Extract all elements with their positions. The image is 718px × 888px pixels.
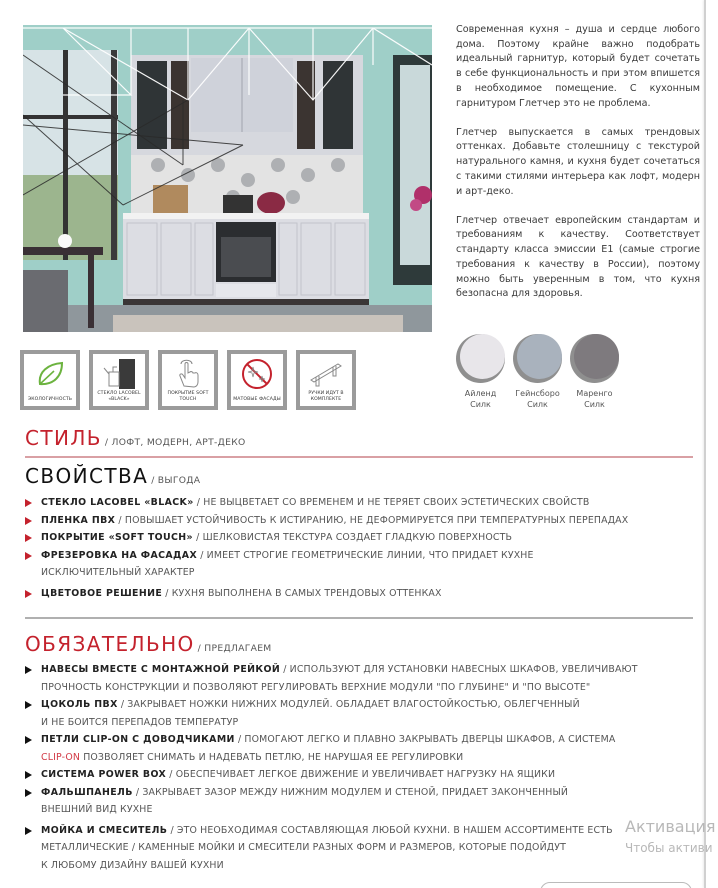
swatch-name-2: Силк <box>584 400 605 409</box>
mandatory-item: ЦОКОЛЬ ПВХ / ЗАКРЫВАЕТ НОЖКИ НИЖНИХ МОДУЛЕЙ. ОБЛАДАЕТ ВЛАГОСТОЙКОСТЬЮ, ОБЛЕГЧЕННЫЙ И НЕ БОИТСЯ ПЕРЕПАДОВ ТЕМПЕРАТУР <box>25 696 685 731</box>
bullet-arrow-icon <box>25 827 32 835</box>
bullet-arrow-icon <box>25 534 32 542</box>
mandatory-desc: ЗАКРЫВАЕТ ЗАЗОР МЕЖДУ НИЖНИМ МОДУЛЕМ И СТЕНОЙ, ПРИДАЕТ ЗАКОНЧЕННЫЙ <box>142 786 569 798</box>
properties-heading <box>25 464 200 488</box>
mandatory-desc-cont: ВНЕШНИЙ ВИД КУХНЕ <box>41 804 153 815</box>
mandatory-desc-cont: И НЕ БОИТСЯ ПЕРЕПАДОВ ТЕМПЕРАТУР <box>41 716 239 728</box>
mandatory-desc-cont: МЕТАЛЛИЧЕСКИЕ / КАМЕННЫЕ МОЙКИ И СМЕСИТЕЛИ РАЗНЫХ ФОРМ И РАЗМЕРОВ, КОТОРЫЕ ПОДОЙДУТ <box>41 842 566 853</box>
property-item: ПОКРЫТИЕ «SOFT TOUCH» / ШЕЛКОВИСТАЯ ТЕКСТУРА СОЗДАЕТ ГЛАДКУЮ ПОВЕРХНОСТЬ <box>25 529 685 547</box>
property-item: ЦВЕТОВОЕ РЕШЕНИЕ / КУХНЯ ВЫПОЛНЕНА В САМЫХ ТРЕНДОВЫХ ОТТЕНКАХ <box>25 585 685 603</box>
intro-paragraph: Современная кухня – душа и сердце любого дома. Поэтому крайне важно подобрать идеальный гарнитур, который будет сочетать в себе функциональность и при этом впишется в необходимое помещение. С кухонным гарнитуром Глетчер это не проблема. <box>456 24 700 109</box>
bullet-arrow-icon <box>25 789 32 797</box>
bullet-arrow-icon <box>25 701 32 709</box>
feature-handles <box>296 350 356 410</box>
swatch-name-2: Силк <box>470 400 491 409</box>
style-subtitle: / ЛОФТ, МОДЕРН, АРТ-ДЕКО <box>104 437 246 448</box>
property-item: ПЛЕНКА ПВХ / ПОВЫШАЕТ УСТОЙЧИВОСТЬ К ИСТИРАНИЮ, НЕ ДЕФОРМИРУЕТСЯ ПРИ ТЕМПЕРАТУРНЫХ ПЕРЕПАДАХ <box>25 512 685 530</box>
property-item: ФРЕЗЕРОВКА НА ФАСАДАХ / ИМЕЕТ СТРОГИЕ ГЕОМЕТРИЧЕСКИЕ ЛИНИИ, ЧТО ПРИДАЕТ КУХНЕ ИСКЛЮЧИТЕЛЬНЫЙ ХАРАКТЕР <box>25 547 685 582</box>
property-desc: НЕ ВЫЦВЕТАЕТ СО ВРЕМЕНЕМ И НЕ ТЕРЯЕТ СВОИХ ЭСТЕТИЧЕСКИХ СВОЙСТВ <box>203 497 590 508</box>
mandatory-keyword: МОЙКА И СМЕСИТЕЛЬ <box>41 824 168 836</box>
color-swatch <box>456 334 505 410</box>
properties-divider <box>25 617 693 619</box>
feature-label: СТЕКЛО LACOBEL «BLACK» <box>97 391 141 402</box>
page-edge <box>704 0 718 888</box>
mandatory-desc: ЭТО НЕОБХОДИМАЯ СОСТАВЛЯЮЩАЯ ЛЮБОЙ КУХНИ. В НАШЕМ АССОРТИМЕНТЕ ЕСТЬ <box>176 824 613 836</box>
feature-icons <box>20 350 356 410</box>
mandatory-item: ФАЛЬШПАНЕЛЬ / ЗАКРЫВАЕТ ЗАЗОР МЕЖДУ НИЖНИМ МОДУЛЕМ И СТЕНОЙ, ПРИДАЕТ ЗАКОНЧЕННЫЙ ВНЕШНИЙ ВИД КУХНЕ <box>25 784 685 819</box>
property-keyword: ФРЕЗЕРОВКА НА ФАСАДАХ <box>41 549 198 561</box>
color-swatches <box>456 334 619 410</box>
properties-title: СВОЙСТВА <box>25 464 149 488</box>
property-desc-cont: ИСКЛЮЧИТЕЛЬНЫЙ ХАРАКТЕР <box>41 567 195 578</box>
mandatory-desc-cont: ПРОЧНОСТЬ КОНСТРУКЦИИ И ПОЗВОЛЯЮТ РЕГУЛИРОВАТЬ ВЕРХНИЕ МОДУЛИ "ПО ГЛУБИНЕ" И "ПО ВЫСОТЕ" <box>41 681 591 693</box>
bullet-arrow-icon <box>25 736 32 744</box>
swatch-name: Маренго <box>576 389 613 398</box>
bullet-arrow-icon <box>25 590 32 598</box>
property-desc: КУХНЯ ВЫПОЛНЕНА В САМЫХ ТРЕНДОВЫХ ОТТЕНКАХ <box>171 587 442 599</box>
mandatory-desc: ПОМОГАЮТ ЛЕГКО И ПЛАВНО ЗАКРЫВАТЬ ДВЕРЦЫ ШКАФОВ, А СИСТЕМА <box>244 734 616 745</box>
property-keyword: ПОКРЫТИЕ «SOFT TOUCH» <box>41 532 193 543</box>
feature-soft-touch <box>158 350 218 410</box>
bullet-arrow-icon <box>25 666 32 674</box>
feature-eco <box>20 350 80 410</box>
property-keyword: ЦВЕТОВОЕ РЕШЕНИЕ <box>41 587 163 599</box>
mandatory-desc: ОБЕСПЕЧИВАЕТ ЛЕГКОЕ ДВИЖЕНИЕ И УВЕЛИЧИВАЕТ НАГРУЗКУ НА ЯЩИКИ <box>175 769 556 780</box>
intro-paragraph: Глетчер отвечает европейским стандартам и требованиям к качеству. Соответствует стандарту класса эмиссии Е1 (самые строгие требования к качеству в России), поэтому можно быть уверенным в том, что кухня безопасна для здоровья. <box>456 214 700 300</box>
feature-label: РУЧКИ ИДУТ В КОМПЛЕКТЕ <box>308 391 344 402</box>
color-swatch <box>570 334 619 410</box>
activation-watermark <box>625 817 716 855</box>
watermark-line-2: Чтобы активи <box>625 841 713 855</box>
intro-paragraph: Глетчер выпускается в самых трендовых оттенках. Добавьте столешницу с текстурой натурального камня, и кухня будет сочетаться с такими стилями интерьера как лофт, модерн и арт-деко. <box>456 126 700 197</box>
swatch-name: Гейнсборо <box>515 389 560 398</box>
feature-label: ПОКРЫТИЕ SOFT TOUCH <box>167 391 209 402</box>
mandatory-desc-cont: ПОЗВОЛЯЕТ СНИМАТЬ И НАДЕВАТЬ ПЕТЛЮ, НЕ НАРУШАЯ ЕЕ РЕГУЛИРОВКИ <box>80 751 464 763</box>
swatch-circle <box>456 334 505 383</box>
mandatory-keyword: НАВЕСЫ ВМЕСТЕ С МОНТАЖНОЙ РЕЙКОЙ <box>41 664 281 675</box>
mandatory-heading <box>25 632 272 656</box>
mandatory-list <box>25 661 685 874</box>
swatch-circle <box>513 334 562 383</box>
bottom-tab-outline <box>540 882 692 888</box>
no-gloss-icon <box>239 358 275 390</box>
feature-label: МАТОВЫЕ ФАСАДЫ <box>233 396 281 402</box>
mandatory-subtitle: / ПРЕДЛАГАЕМ <box>197 643 272 654</box>
kitchen-photo <box>23 25 432 332</box>
property-desc: ПОВЫШАЕТ УСТОЙЧИВОСТЬ К ИСТИРАНИЮ, НЕ ДЕФОРМИРУЕТСЯ ПРИ ТЕМПЕРАТУРНЫХ ПЕРЕПАДАХ <box>124 514 629 526</box>
swatch-name: Айленд <box>464 389 497 398</box>
property-desc: ИМЕЕТ СТРОГИЕ ГЕОМЕТРИЧЕСКИЕ ЛИНИИ, ЧТО ПРИДАЕТ КУХНЕ <box>206 549 534 561</box>
bullet-arrow-icon <box>25 771 32 779</box>
properties-subtitle: / ВЫГОДА <box>151 475 201 486</box>
mandatory-desc: ЗАКРЫВАЕТ НОЖКИ НИЖНИХ МОДУЛЕЙ. ОБЛАДАЕТ ВЛАГОСТОЙКОСТЬЮ, ОБЛЕГЧЕННЫЙ <box>127 699 580 710</box>
mandatory-item: МОЙКА И СМЕСИТЕЛЬ / ЭТО НЕОБХОДИМАЯ СОСТАВЛЯЮЩАЯ ЛЮБОЙ КУХНИ. В НАШЕМ АССОРТИМЕНТЕ ЕСТЬ МЕТАЛЛИЧЕСКИЕ / КАМЕННЫЕ МОЙКИ И СМЕСИТЕЛИ РАЗНЫХ ФОРМ И РАЗМЕРОВ, КОТОРЫЕ ПОДОЙДУТ К ЛЮБОМУ ДИЗАЙНУ ВАШЕЙ КУХНИ <box>25 822 685 875</box>
properties-list <box>25 494 685 602</box>
watermark-line-1: Активация <box>625 817 716 836</box>
mandatory-item: СИСТЕМА POWER BOX / ОБЕСПЕЧИВАЕТ ЛЕГКОЕ ДВИЖЕНИЕ И УВЕЛИЧИВАЕТ НАГРУЗКУ НА ЯЩИКИ <box>25 766 685 784</box>
swatch-circle <box>570 334 619 383</box>
mandatory-title: ОБЯЗАТЕЛЬНО <box>25 632 195 656</box>
feature-lacobel <box>89 350 149 410</box>
mandatory-desc: ИСПОЛЬЗУЮТ ДЛЯ УСТАНОВКИ НАВЕСНЫХ ШКАФОВ, УВЕЛИЧИВАЮТ <box>289 664 638 675</box>
clip-on-highlight: CLIP-ON <box>41 751 81 763</box>
mandatory-keyword: ФАЛЬШПАНЕЛЬ <box>41 786 133 798</box>
bullet-arrow-icon <box>25 499 32 507</box>
intro-text <box>456 23 700 316</box>
bullet-arrow-icon <box>25 552 32 560</box>
touch-hand-icon <box>170 358 206 390</box>
leaf-icon <box>32 358 68 390</box>
property-keyword: СТЕКЛО LACOBEL «BLACK» <box>41 497 194 508</box>
mandatory-item: ПЕТЛИ CLIP-ON С ДОВОДЧИКАМИ / ПОМОГАЮТ ЛЕГКО И ПЛАВНО ЗАКРЫВАТЬ ДВЕРЦЫ ШКАФОВ, А СИСТЕМА CLIP-ON ПОЗВОЛЯЕТ СНИМАТЬ И НАДЕВАТЬ ПЕТЛЮ, НЕ НАРУШАЯ ЕЕ РЕГУЛИРОВКИ <box>25 731 685 766</box>
color-swatch <box>513 334 562 410</box>
glass-kettle-icon <box>101 358 137 390</box>
mandatory-keyword: ЦОКОЛЬ ПВХ <box>41 699 118 710</box>
style-title: СТИЛЬ <box>25 426 102 450</box>
handle-icon <box>308 358 344 390</box>
mandatory-keyword: ПЕТЛИ CLIP-ON С ДОВОДЧИКАМИ <box>41 734 235 745</box>
style-heading <box>25 426 246 450</box>
property-item: СТЕКЛО LACOBEL «BLACK» / НЕ ВЫЦВЕТАЕТ СО ВРЕМЕНЕМ И НЕ ТЕРЯЕТ СВОИХ ЭСТЕТИЧЕСКИХ СВОЙСТВ <box>25 494 685 512</box>
feature-matte <box>227 350 287 410</box>
property-keyword: ПЛЕНКА ПВХ <box>41 514 116 526</box>
mandatory-keyword: СИСТЕМА POWER BOX <box>41 769 167 780</box>
feature-label: ЭКОЛОГИЧНОСТЬ <box>27 396 73 402</box>
property-desc: ШЕЛКОВИСТАЯ ТЕКСТУРА СОЗДАЕТ ГЛАДКУЮ ПОВЕРХНОСТЬ <box>202 532 513 543</box>
swatch-name-2: Силк <box>527 400 548 409</box>
bullet-arrow-icon <box>25 517 32 525</box>
style-divider <box>25 456 693 458</box>
mandatory-desc-cont-2: К ЛЮБОМУ ДИЗАЙНУ ВАШЕЙ КУХНИ <box>41 859 224 871</box>
mandatory-item: НАВЕСЫ ВМЕСТЕ С МОНТАЖНОЙ РЕЙКОЙ / ИСПОЛЬЗУЮТ ДЛЯ УСТАНОВКИ НАВЕСНЫХ ШКАФОВ, УВЕЛИЧИВАЮТ ПРОЧНОСТЬ КОНСТРУКЦИИ И ПОЗВОЛЯЮТ РЕГУЛИРОВАТЬ ВЕРХНИЕ МОДУЛИ "ПО ГЛУБИНЕ" И "ПО ВЫСОТЕ" <box>25 661 685 696</box>
